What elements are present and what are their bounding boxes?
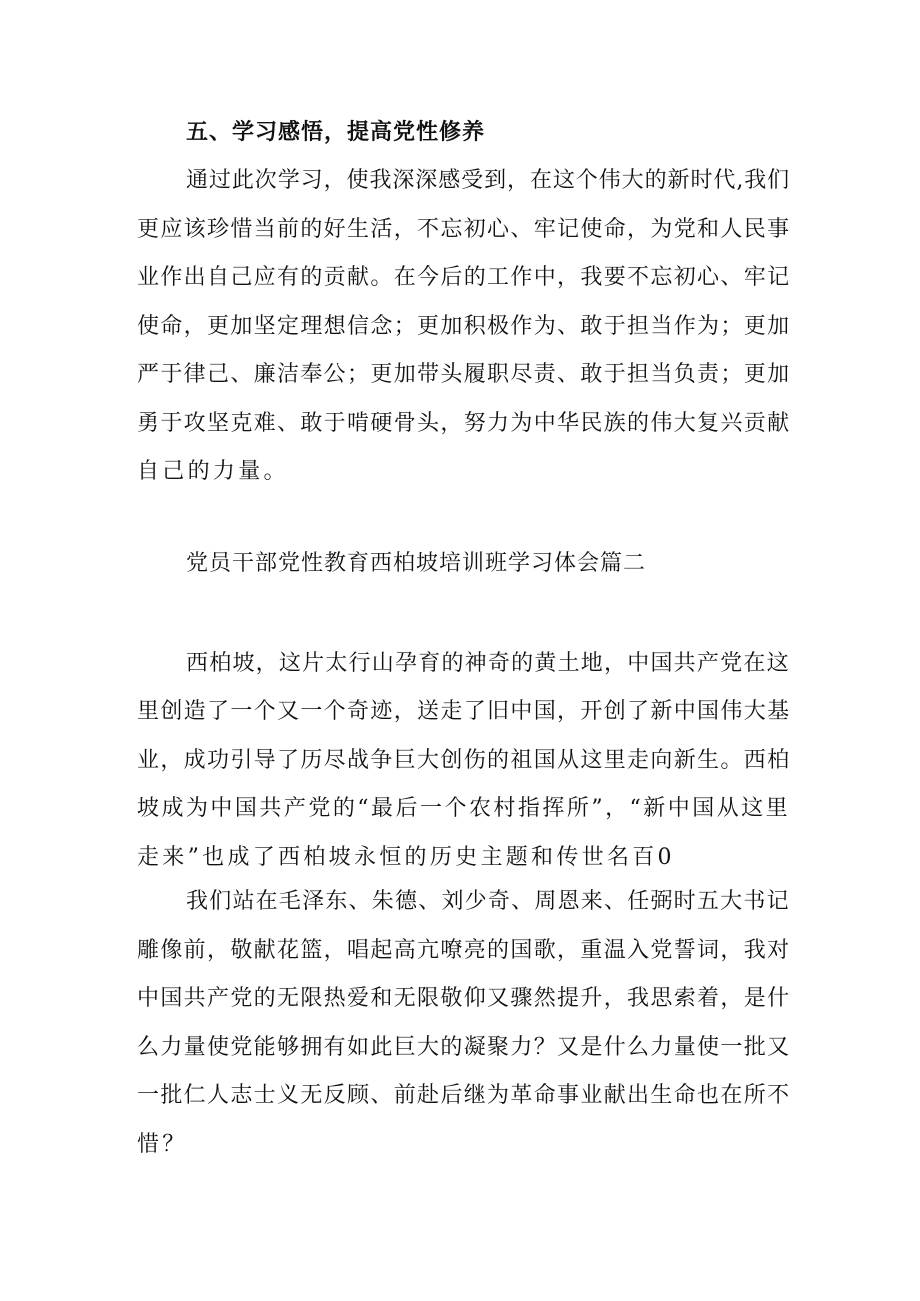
paragraph-line: 更应该珍惜当前的好生活，不忘初心、牢记使命，为党和人民事: [137, 217, 791, 242]
paragraph-line: 我们站在毛泽东、朱德、刘少奇、周恩来、任弼时五大书记: [186, 889, 790, 914]
article-title: 党员干部党性教育西柏坡培训班学习体会篇二: [186, 551, 647, 576]
paragraph-line: 使命，更加坚定理想信念；更加积极作为、敢于担当作为；更加: [137, 314, 791, 339]
paragraph-line: 坡成为中国共产党的“最后一个农村指挥所”，“新中国从这里: [137, 796, 791, 821]
paragraph-line: 走来”也成了西柏坡永恒的历史主题和传世名百0: [137, 845, 675, 870]
paragraph-line: 雕像前，敬献花篮，唱起高亢嘹亮的国歌，重温入党誓词，我对: [137, 938, 791, 963]
paragraph-line: 业，成功引导了历尽战争巨大创伤的祖国从这里走向新生。西柏: [137, 748, 791, 773]
paragraph-line: 么力量使党能够拥有如此巨大的凝聚力？又是什么力量使一批又: [137, 1035, 791, 1060]
paragraph-line: 中国共产党的无限热爱和无限敬仰又骤然提升，我思索着，是什: [137, 986, 791, 1011]
paragraph-line: 西柏坡，这片太行山孕育的神奇的黄土地，中国共产党在这: [186, 651, 790, 676]
paragraph-line: 惜？: [137, 1132, 188, 1157]
paragraph-line: 自己的力量。: [137, 459, 289, 484]
paragraph-line: 业作出自己应有的贡献。在今后的工作中，我要不忘初心、牢记: [137, 265, 791, 290]
paragraph-line: 里创造了一个又一个奇迹，送走了旧中国，开创了新中国伟大基: [137, 699, 791, 724]
section-heading: 五、学习感悟，提高党性修养: [186, 119, 486, 145]
paragraph-line: 勇于攻坚克难、敢于啃硬骨头，努力为中华民族的伟大复兴贡献: [137, 411, 791, 436]
paragraph-line: 通过此次学习，使我深深感受到，在这个伟大的新时代,我们: [186, 168, 791, 193]
paragraph-line: 一批仁人志士义无反顾、前赴后继为革命事业献出生命也在所不: [137, 1083, 791, 1108]
paragraph-line: 严于律己、廉洁奉公；更加带头履职尽责、敢于担当负责；更加: [137, 362, 791, 387]
